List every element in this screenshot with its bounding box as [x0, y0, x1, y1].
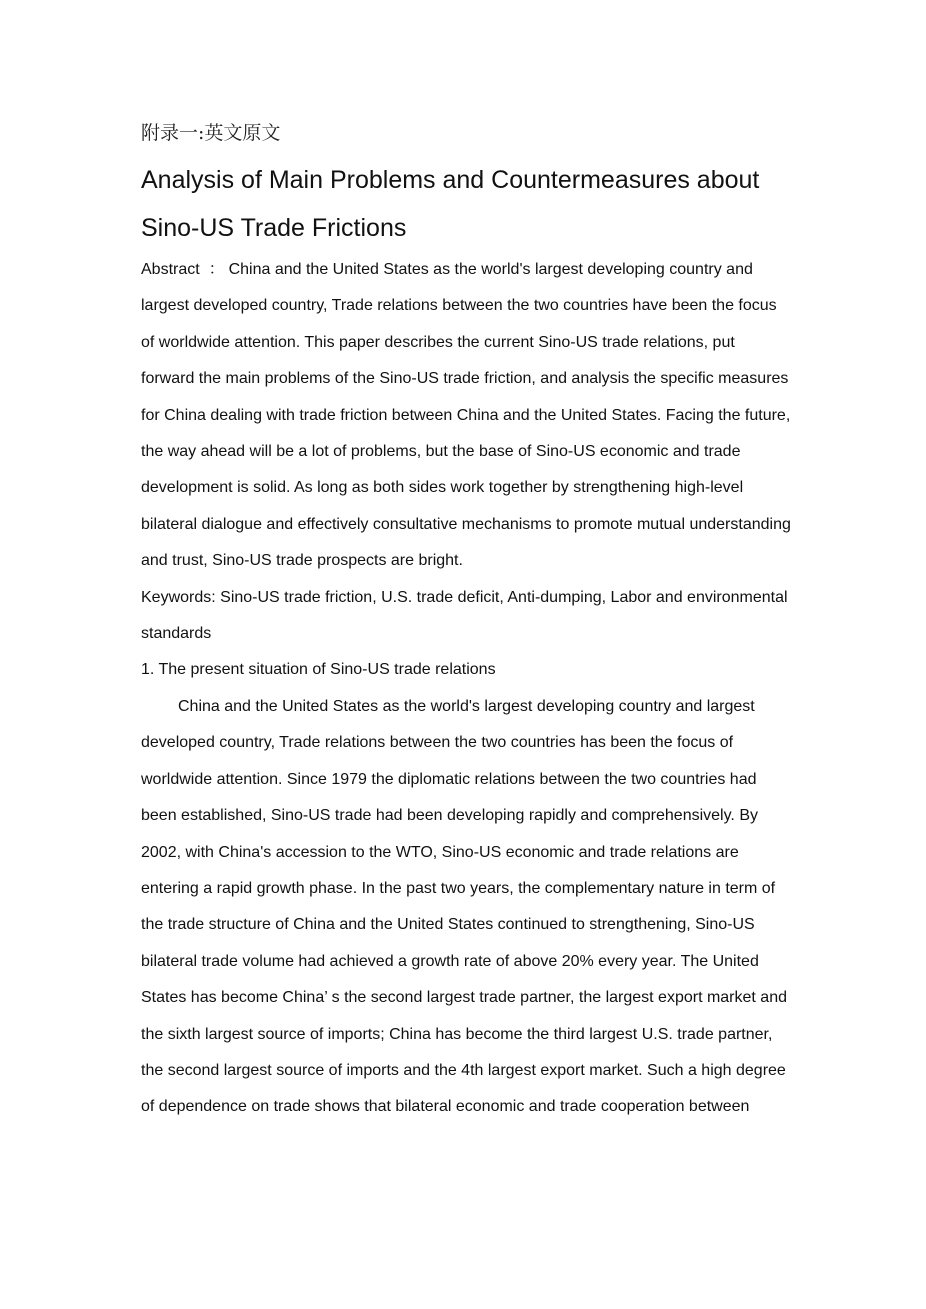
document-body: [141, 120, 791, 1126]
abstract-paragraph: [141, 252, 791, 580]
appendix-label: 附录一:英文原文: [141, 122, 281, 144]
abstract-text: China and the United States as the world's largest developing country and largest developed country, Trade relations between the two countries have been the focus of worldwide attention. This paper describes the current Sino-US trade relations, put forward the main problems of the Sino-US trade friction, and analysis the specific measures for China dealing with trade friction between China and the United States. Facing the future, the way ahead will be a lot of problems, but the base of Sino-US economic and trade development is solid. As long as both sides work together by strengthening high-level bilateral dialogue and effectively consultative mechanisms to promote mutual understanding and trust, Sino-US trade prospects are bright.: [141, 261, 791, 570]
keywords-paragraph: Keywords: Sino-US trade friction, U.S. trade deficit, Anti-dumping, Labor and environmental standards: [141, 588, 788, 643]
section-1-heading: 1. The present situation of Sino-US trade relations: [141, 661, 496, 679]
section-1-paragraph: China and the United States as the world's largest developing country and largest developed country, Trade relations between the two countries has been the focus of worldwide attention. Since 1979 the diplomatic relations between the two countries had been established, Sino-US trade had been developing rapidly and comprehensively. By 2002, with China's accession to the WTO, Sino-US economic and trade relations are entering a rapid growth phase. In the past two years, the complementary nature in term of the trade structure of China and the United States continued to strengthening, Sino-US bilateral trade volume had achieved a growth rate of above 20% every year. The United States has become China’ s the second largest trade partner, the largest export market and the sixth largest source of imports; China has become the third largest U.S. trade partner, the second largest source of imports and the 4th largest export market. Such a high degree of dependence on trade shows that bilateral economic and trade cooperation between: [141, 697, 787, 1116]
abstract-label: Abstract ：: [141, 261, 225, 278]
document-title: Analysis of Main Problems and Countermeasures about Sino-US Trade Frictions: [141, 166, 760, 242]
